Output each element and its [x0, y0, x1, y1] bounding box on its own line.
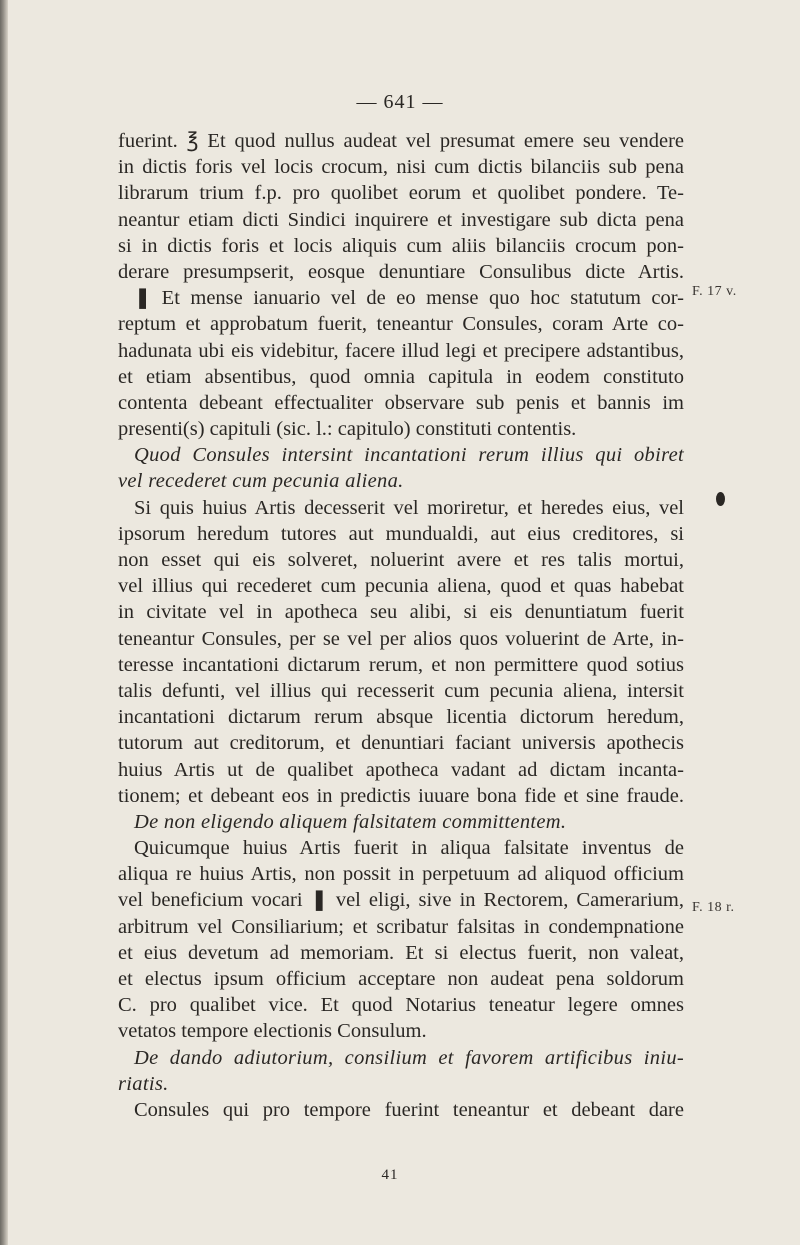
text-line: derare presumpserit, eosque denuntiare Consulibus dicte Artis. [118, 260, 684, 283]
text-line: reptum et approbatum fuerit, teneantur Consules, coram Arte co- [118, 313, 684, 336]
section-heading-line: vel recederet cum pecunia aliena. [118, 470, 404, 493]
text-line: et electus ipsum officium acceptare non audeat pena soldorum [118, 968, 684, 990]
text-line: presenti(s) capituli (sic. l.: capitulo) constituti contentis. [118, 418, 577, 441]
text-line: tionem; et debeant eos in predictis iuuare bona fide et sine fraude. [118, 784, 684, 807]
text-line: neantur etiam dicti Sindici inquirere et investigare sub dicta pena [118, 208, 684, 231]
text-line: et eius devetum ad memoriam. Et si electus fuerit, non valeat, [118, 941, 684, 964]
text-line: fuerint. ℥ Et quod nullus audeat vel presumat emere seu vendere [118, 130, 684, 152]
text-line: si in dictis foris et locis aliquis cum aliis bilanciis crocum pon- [118, 234, 684, 257]
section-heading-line: De dando adiutorium, consilium et favorem artificibus iniu- [134, 1046, 684, 1069]
text-line: Si quis huius Artis decesserit vel moriretur, et heredes eius, vel [134, 496, 684, 519]
text-line: contenta debeant effectualiter observare sub penis et bannis im [118, 391, 684, 414]
page-number-header: — 641 — [356, 91, 444, 113]
text-line: et etiam absentibus, quod omnia capitula in eodem constituto [118, 365, 684, 388]
scan-edge [0, 0, 8, 1245]
document-body [118, 128, 684, 1123]
text-line: teresse incantationi dictarum rerum, et non permittere quod sotius [118, 653, 684, 676]
text-line: in dictis foris vel locis crocum, nisi cum dictis bilanciis sub pena [118, 156, 684, 179]
text-line: hadunata ubi eis videbitur, facere illud legi et precipere adstantibus, [118, 339, 684, 362]
folio-number: 41 [381, 1167, 399, 1183]
section-heading-line: De non eligendo aliquem falsitatem committentem. [134, 810, 567, 833]
ink-blot [716, 492, 725, 506]
text-line: Quicumque huius Artis fuerit in aliqua falsitate inventus de [134, 837, 684, 860]
text-line: librarum trium f.p. pro quolibet eorum et quolibet pondere. Te- [118, 182, 684, 205]
text-line: vel beneficium vocari ❚ vel eligi, sive in Rectorem, Camerarium, [118, 889, 684, 912]
text-line: vel illius qui recederet cum pecunia aliena, quod et quas habebat [118, 575, 684, 598]
text-line: tutorum aut creditorum, et denuntiari faciant universis apothecis [118, 732, 684, 755]
text-line: non esset qui eis solveret, noluerint avere et res talis mortui, [118, 549, 684, 571]
section-heading-line: Quod Consules intersint incantationi rerum illius qui obiret [134, 444, 684, 467]
text-line: Consules qui pro tempore fuerint teneantur et debeant dare [134, 1098, 684, 1121]
text-line: in civitate vel in apotheca seu alibi, si eis denuntiatum fuerit [118, 601, 684, 624]
margin-note-folio-17v: F. 17 v. [692, 284, 737, 299]
text-line: incantationi dictarum rerum absque licentia dictorum heredum, [118, 706, 684, 729]
text-line: teneantur Consules, per se vel per alios quos voluerint de Arte, in- [118, 627, 684, 650]
text-line: aliqua re huius Artis, non possit in perpetuum ad aliquod officium [118, 863, 684, 886]
text-line: vetatos tempore electionis Consulum. [118, 1020, 427, 1043]
margin-note-folio-18r: F. 18 r. [692, 900, 735, 915]
text-line: huius Artis ut de qualibet apotheca vadant ad dictam incanta- [118, 758, 684, 781]
section-heading-line: riatis. [118, 1072, 169, 1095]
text-line: ❚ Et mense ianuario vel de eo mense quo hoc statutum cor- [134, 287, 684, 310]
text-line: arbitrum vel Consiliarium; et scribatur falsitas in condempnatione [118, 915, 684, 938]
text-line: C. pro qualibet vice. Et quod Notarius teneatur legere omnes [118, 994, 684, 1017]
text-line: talis defunti, vel illius qui recesserit cum pecunia aliena, intersit [118, 679, 684, 702]
text-line: ipsorum heredum tutores aut mundualdi, aut eius creditores, si [118, 522, 684, 545]
